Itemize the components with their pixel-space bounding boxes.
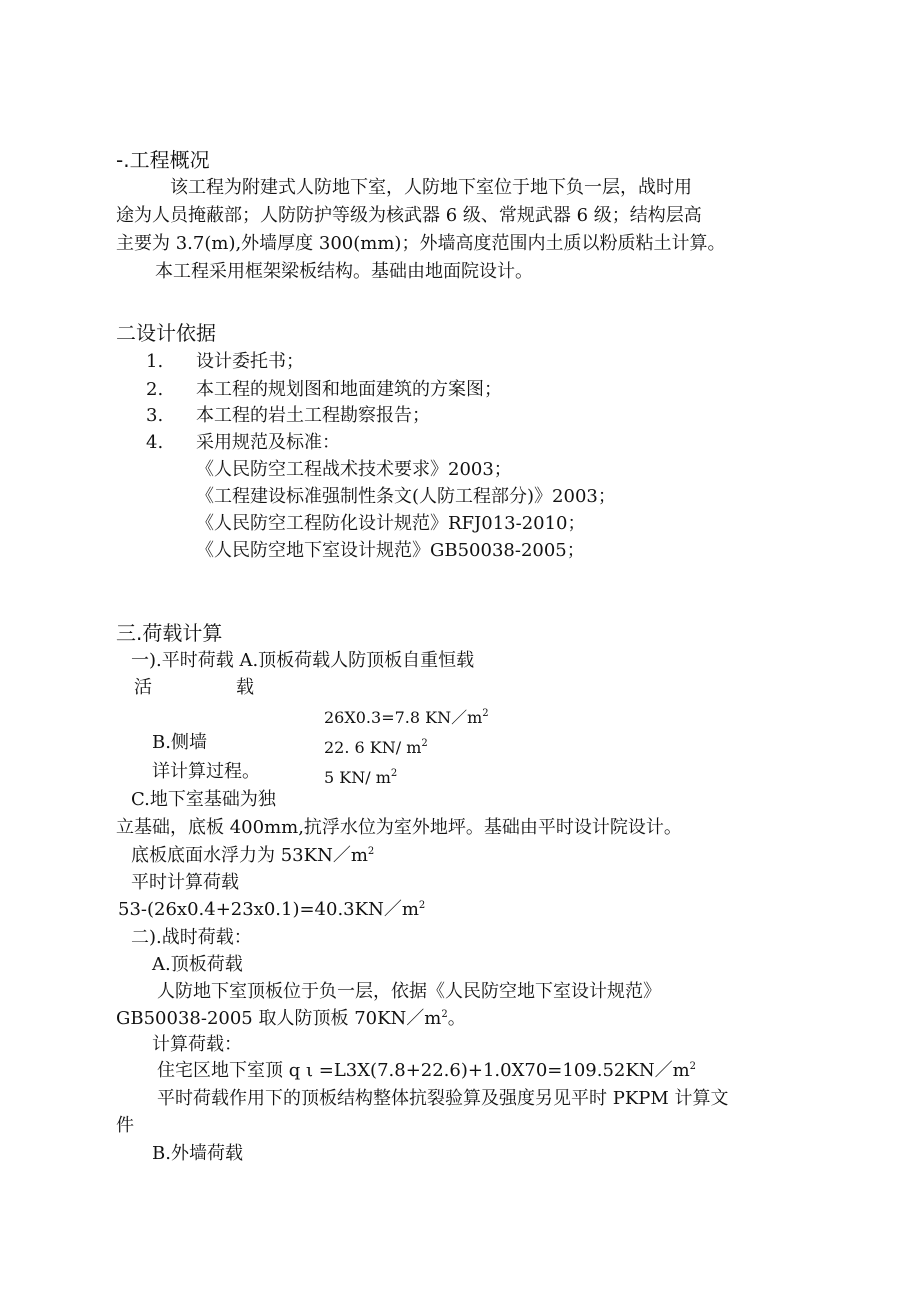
list-item: 设计委托书；	[196, 351, 304, 372]
paragraph-line: GB50038-2005 取人防顶板 $70KN/m^2$。	[116, 1008, 466, 1029]
paragraph-line: 该工程为附建式人防地下室，人防地下室位于地下负一层，战时用	[170, 177, 692, 198]
standard-item: 《人民防空工程战术技术要求》2003；	[196, 459, 512, 480]
standard-item: 《人民防空地下室设计规范》GB50038-2005；	[196, 540, 585, 561]
section-3-heading: 三.荷载计算	[116, 621, 223, 645]
section-2-heading: 二设计依据	[116, 321, 216, 345]
paragraph-line: 人防地下室顶板位于负一层，依据《人民防空地下室设计规范》	[157, 981, 661, 1002]
paragraph-line: 本工程采用框架梁板结构。基础由地面院设计。	[155, 261, 533, 282]
paragraph-line: 详计算过程。	[152, 761, 260, 782]
paragraph-line: 一).平时荷载 A.顶板荷载人防顶板自重恒载	[131, 650, 475, 671]
section-1-heading: -.工程概况	[116, 148, 210, 172]
list-item-number: 3.	[146, 405, 164, 426]
paragraph-line: 立基础，底板 400mm,抗浮水位为室外地坪。基础由平时设计院设计。	[116, 817, 682, 838]
list-item: 本工程的规划图和地面建筑的方案图；	[196, 379, 502, 400]
paragraph-line: 平时荷载作用下的顶板结构整体抗裂验算及强度另见平时 PKPM 计算文	[157, 1088, 729, 1109]
paragraph-line: 主要为 3.7(m),外墙厚度 300(mm)；外墙高度范围内土质以粉质粘土计算。	[116, 233, 726, 254]
paragraph-line: 平时计算荷载	[131, 872, 239, 893]
list-item: 采用规范及标准：	[196, 432, 340, 453]
paragraph-line: C.地下室基础为独	[131, 789, 276, 810]
paragraph-line: 计算荷载：	[152, 1034, 242, 1055]
list-item-number: 1.	[146, 351, 164, 372]
standard-item: 《人民防空工程防化设计规范》RFJ013-2010；	[196, 513, 586, 534]
formula-buoyancy: $53-(26x0.4+23x0.1)=40.3KN/m^2$	[118, 899, 426, 920]
paragraph-line: A.顶板荷载	[152, 954, 243, 975]
paragraph-line: B.侧墙	[152, 732, 207, 753]
formula-roof-load: 住宅区地下室顶 q $\iota =L3X(7.8+22.6)+1.0X70=109.52KN/m^2$	[157, 1060, 697, 1081]
paragraph-line: 活	[134, 677, 152, 698]
formula-value: 22. 6 KN/ $m^2$	[324, 738, 428, 757]
standard-item: 《工程建设标准强制性条文(人防工程部分)》2003；	[196, 486, 616, 507]
formula-roof-dead-load: 26X0.3=7.8 $KN/m^2$	[324, 708, 489, 727]
formula-value: 5 KN/ $m^2$	[324, 768, 398, 787]
paragraph-line: 二).战时荷载：	[131, 927, 252, 948]
list-item-number: 2.	[146, 379, 164, 400]
paragraph-line: B.外墙荷载	[152, 1143, 243, 1164]
paragraph-line: 底板底面水浮力为 $53KN/m^2$	[131, 845, 375, 866]
paragraph-line: 载	[236, 677, 254, 698]
paragraph-line: 件	[116, 1115, 134, 1136]
list-item-number: 4.	[146, 432, 164, 453]
list-item: 本工程的岩土工程勘察报告；	[196, 405, 430, 426]
paragraph-line: 途为人员掩蔽部；人防防护等级为核武器 6 级、常规武器 6 级；结构层高	[116, 205, 702, 226]
